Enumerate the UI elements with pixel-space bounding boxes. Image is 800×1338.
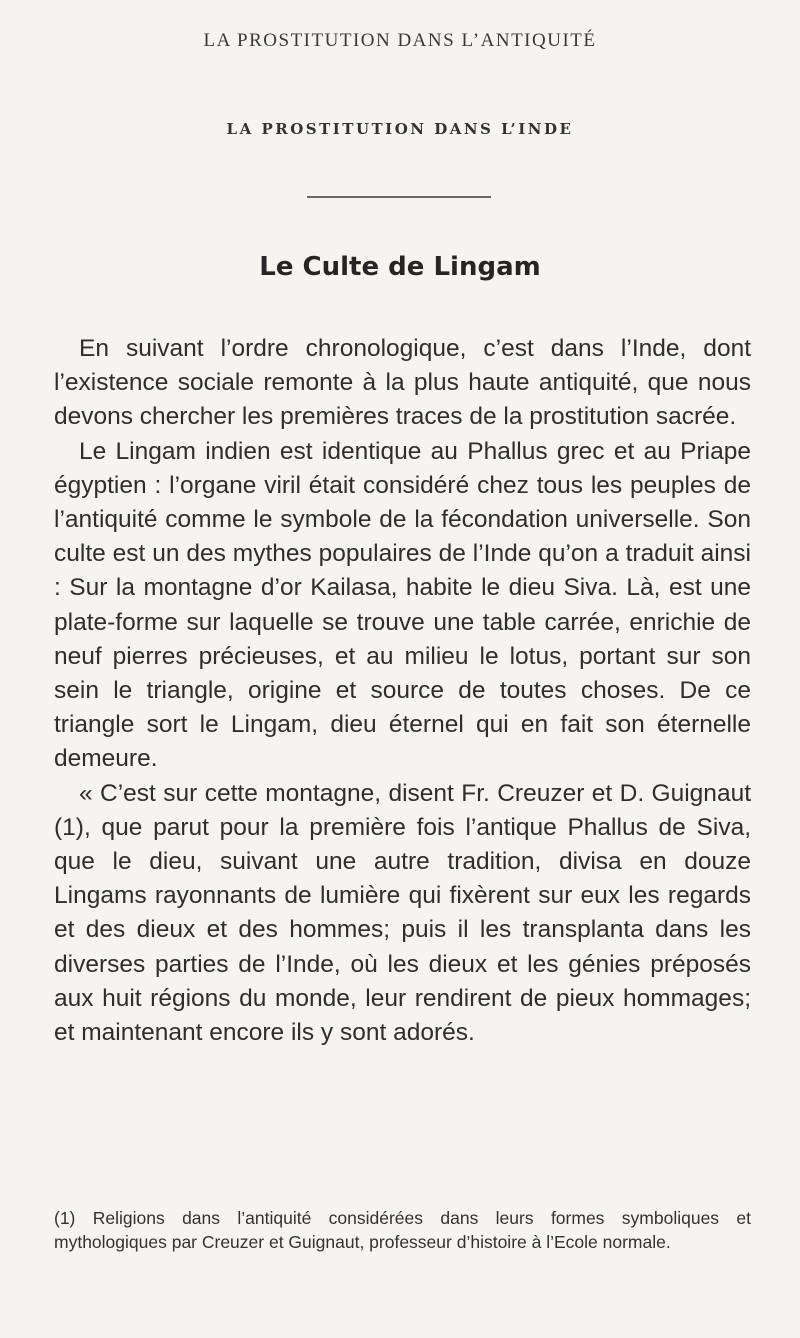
footnote-text: (1) Religions dans l’antiquité considérées dans leurs formes symboliques et mythologiques par Creuzer et Guignaut, professeur d’histoire à l’Ecole normale. bbox=[54, 1208, 751, 1252]
section-title: Le Culte de Lingam bbox=[259, 252, 541, 282]
body-text bbox=[54, 332, 751, 1050]
running-head: LA PROSTITUTION DANS L’ANTIQUITÉ bbox=[203, 30, 597, 51]
paragraph-2: Le Lingam indien est identique au Phallus grec et au Priape égyptien : l’organe viril était considéré chez tous les peuples de l’antiquité comme le symbole de la fécondation universelle. Son culte est un des mythes populaires de l’Inde qu’on a traduit ainsi : Sur la montagne d’or Kailasa, habite le dieu Siva. Là, est une plate-forme sur laquelle se trouve une table carrée, enrichie de neuf pierres précieuses, et au milieu le lotus, portant sur son sein le triangle, origine et source de toutes choses. De ce triangle sort le Lingam, dieu éternel qui en fait son éternelle demeure. bbox=[54, 437, 751, 773]
chapter-title: LA PROSTITUTION DANS L’INDE bbox=[226, 120, 574, 138]
paragraph-3: « C’est sur cette montagne, disent Fr. Creuzer et D. Guignaut (1), que parut pour la première fois l’antique Phallus de Siva, que le dieu, suivant une autre tradition, divisa en douze Lingams rayonnants de lumière qui fixèrent sur eux les regards et des dieux et des hommes; puis il les transplanta dans les diverses parties de l’Inde, où les dieux et les génies préposés aux huit régions du monde, leur rendirent de pieux hommages; et maintenant encore ils y sont adorés. bbox=[54, 779, 751, 1047]
paragraph-1: En suivant l’ordre chronologique, c’est dans l’Inde, dont l’existence sociale remonte à la plus haute antiquité, que nous devons chercher les premières traces de la prostitution sacrée. bbox=[54, 335, 751, 431]
footnote bbox=[54, 1206, 751, 1254]
divider-rule bbox=[307, 196, 491, 198]
